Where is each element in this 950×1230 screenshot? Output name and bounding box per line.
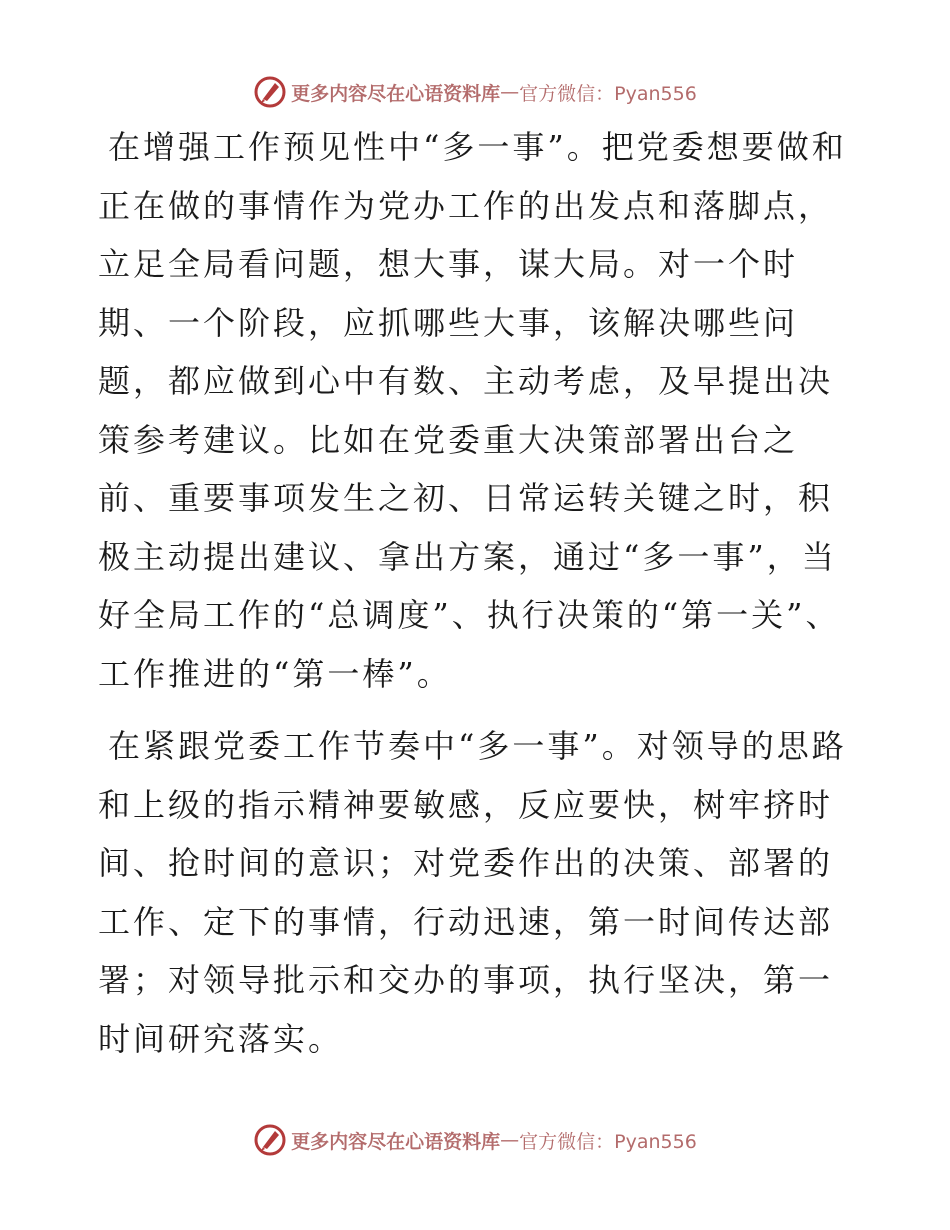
watermark-separator: — [500, 81, 520, 103]
pen-nib-logo-icon [253, 1123, 287, 1157]
paragraph-1: 在增强工作预见性中“多一事”。把党委想要做和正在做的事情作为党办工作的出发点和落脚点，立足全局看问题，想大事，谋大局。对一个时期、一个阶段，应抓哪些大事，该解决哪些问题，都应做到心中有数、主动考虑，及早提出决策参考建议。比如在党委重大决策部署出台之前、重要事项发生之初、日常运转关键之时，积极主动提出建议、拿出方案，通过“多一事”，当好全局工作的“总调度”、执行决策的“第一关”、工作推进的“第一棒”。 [98, 128, 847, 693]
watermark-suffix: 官方微信：Pyan556 [519, 1130, 697, 1153]
watermark-text: 更多内容尽在心语资料库 [291, 82, 501, 105]
header-watermark [0, 72, 950, 112]
footer-watermark [0, 1120, 950, 1160]
watermark-suffix: 官方微信：Pyan556 [519, 82, 697, 105]
watermark-separator: — [500, 1129, 520, 1151]
pen-nib-logo-icon [253, 75, 287, 109]
watermark-text: 更多内容尽在心语资料库 [291, 1130, 501, 1153]
paragraph-2: 在紧跟党委工作节奏中“多一事”。对领导的思路和上级的指示精神要敏感，反应要快，树牢挤时间、抢时间的意识；对党委作出的决策、部署的工作、定下的事情，行动迅速，第一时间传达部署；对领导批示和交办的事项，执行坚决，第一时间研究落实。 [98, 727, 847, 1058]
document-body [98, 118, 858, 1068]
